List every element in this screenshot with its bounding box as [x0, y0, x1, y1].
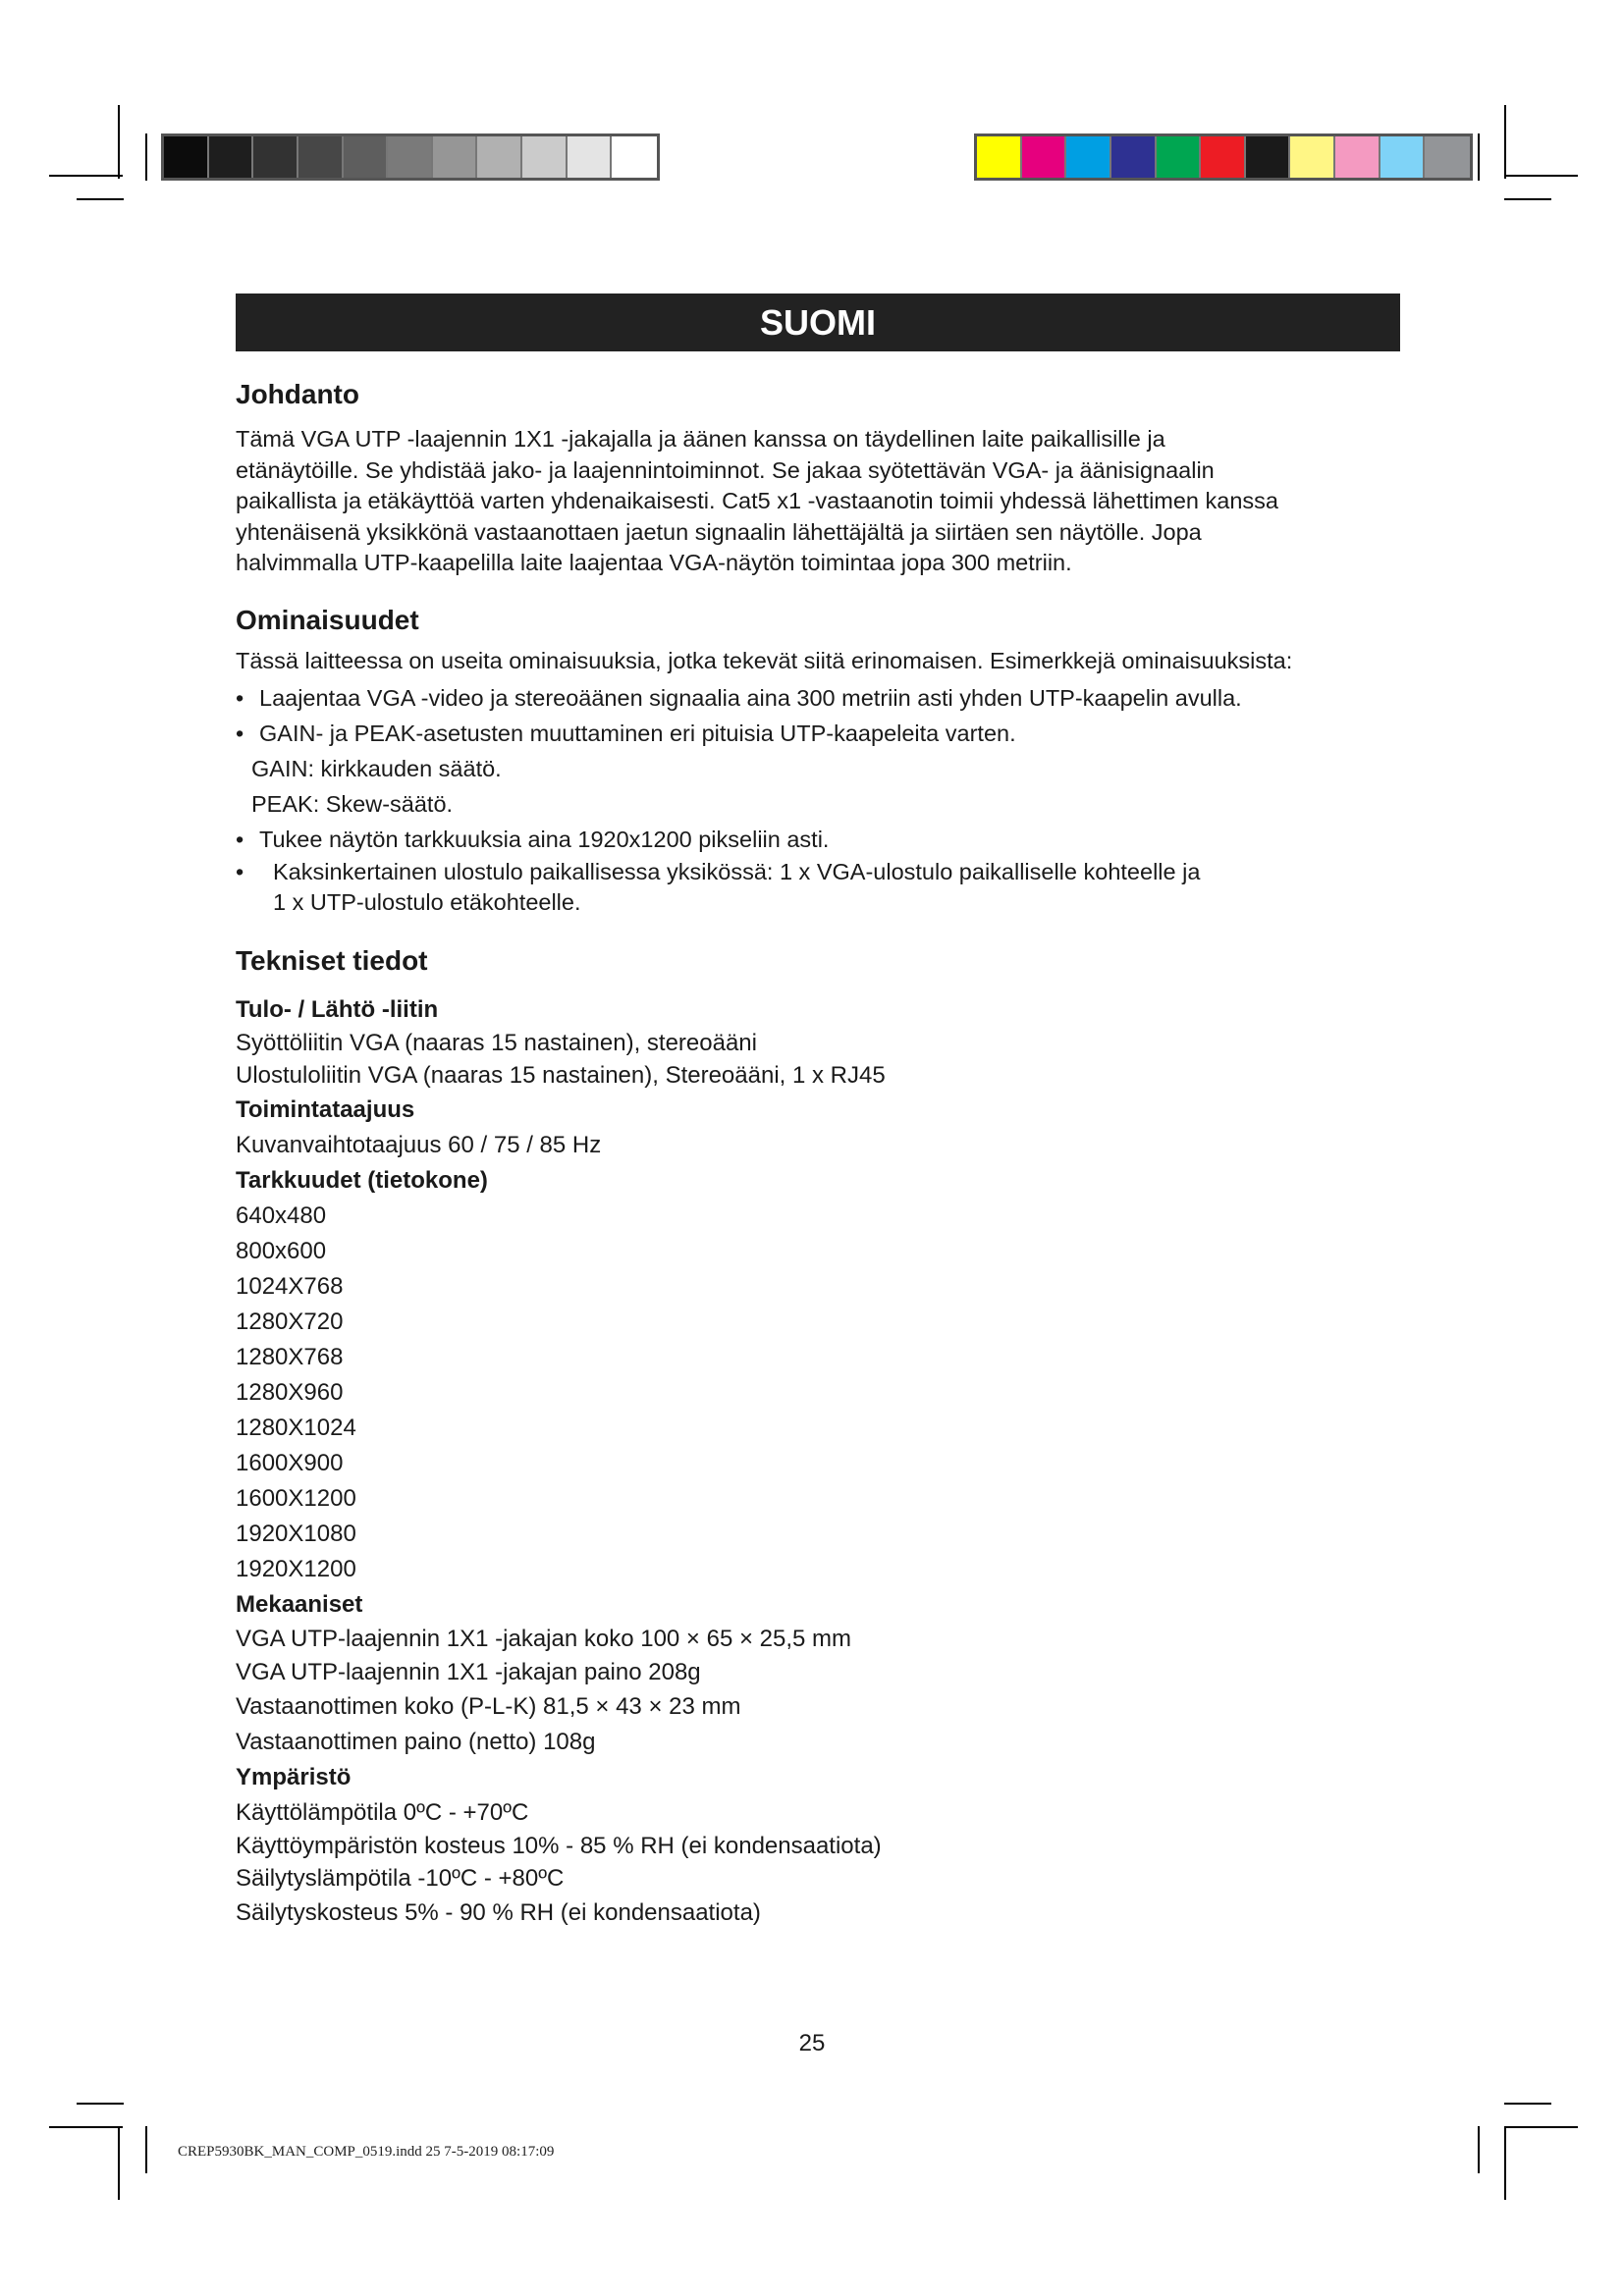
- intro-line: paikallista ja etäkäyttöä varten yhdenaikaisesti. Cat5 x1 -vastaanotin toimii yhdessä lähettimen kanssa: [236, 488, 1278, 513]
- intro-paragraph: [236, 424, 1414, 579]
- grayscale-bar: [161, 133, 660, 181]
- gray-swatch: [522, 136, 568, 178]
- crop-mark: [77, 198, 124, 200]
- spec-line: Käyttölämpötila 0ºC - +70ºC: [236, 1799, 529, 1826]
- gray-swatch: [298, 136, 344, 178]
- io-heading: Tulo- / Lähtö -liitin: [236, 996, 439, 1023]
- print-slug: CREP5930BK_MAN_COMP_0519.indd 25 7-5-2019 08:17:09: [178, 2144, 555, 2160]
- spec-line: Vastaanottimen paino (netto) 108g: [236, 1729, 596, 1755]
- gray-swatch: [164, 136, 209, 178]
- crop-mark: [1504, 175, 1578, 177]
- gray-swatch: [344, 136, 389, 178]
- gray-swatch: [477, 136, 522, 178]
- color-swatch: [1380, 136, 1426, 178]
- intro-heading: Johdanto: [236, 379, 359, 409]
- color-swatch: [1111, 136, 1157, 178]
- spec-line: VGA UTP-laajennin 1X1 -jakajan paino 208g: [236, 1659, 701, 1685]
- crop-mark: [1504, 198, 1551, 200]
- bullet-icon: •: [236, 859, 244, 884]
- crop-mark: [118, 105, 120, 179]
- color-swatch: [1066, 136, 1111, 178]
- features-list: [236, 680, 1414, 918]
- gray-swatch: [209, 136, 254, 178]
- gray-swatch: [388, 136, 433, 178]
- resolution-item: 1280X1024: [236, 1415, 356, 1441]
- list-item: • Kaksinkertainen ulostulo paikallisessa yksikössä: 1 x VGA-ulostulo paikalliselle kohteelle ja 1 x UTP-ulostulo etäkohteelle.: [236, 859, 1201, 915]
- crop-mark: [1504, 2126, 1506, 2200]
- resolution-item: 1920X1080: [236, 1521, 356, 1547]
- list-item: • GAIN- ja PEAK-asetusten muuttaminen eri pituisia UTP-kaapeleita varten.: [236, 716, 1414, 751]
- color-swatch: [1157, 136, 1202, 178]
- gray-swatch: [612, 136, 657, 178]
- resolution-item: 1280X720: [236, 1308, 344, 1335]
- color-swatch: [1425, 136, 1470, 178]
- specs-heading: Tekniset tiedot: [236, 945, 428, 976]
- intro-line: yhtenäisenä yksikkönä vastaanottaen jaetun signaalin lähettäjältä ja siirtäen sen näytölle. Jopa: [236, 518, 1202, 545]
- spec-line: Vastaanottimen koko (P-L-K) 81,5 × 43 × 23 mm: [236, 1693, 741, 1720]
- color-swatch: [1246, 136, 1291, 178]
- crop-mark: [1478, 2126, 1480, 2173]
- resolution-item: 1280X768: [236, 1344, 344, 1370]
- language-banner: SUOMI: [236, 294, 1400, 351]
- list-subitem: GAIN: kirkkauden säätö.: [251, 756, 502, 781]
- color-swatch: [977, 136, 1022, 178]
- crop-mark: [49, 2126, 123, 2128]
- features-heading: Ominaisuudet: [236, 604, 419, 635]
- gray-swatch: [433, 136, 478, 178]
- crop-mark: [145, 133, 147, 181]
- spec-line: Syöttöliitin VGA (naaras 15 nastainen), stereoääni: [236, 1030, 757, 1056]
- list-item: • Laajentaa VGA -video ja stereoäänen signaalia aina 300 metriin asti yhden UTP-kaapelin avulla.: [236, 680, 1414, 716]
- color-calibration-bar: [974, 133, 1473, 181]
- bullet-icon: •: [236, 721, 244, 746]
- crop-mark: [49, 175, 123, 177]
- intro-line: Tämä VGA UTP -laajennin 1X1 -jakajalla ja äänen kanssa on täydellinen laite paikallisille ja: [236, 426, 1165, 452]
- spec-line: Säilytyslämpötila -10ºC - +80ºC: [236, 1865, 565, 1892]
- resolution-item: 1600X900: [236, 1450, 344, 1476]
- spec-line: Säilytyskosteus 5% - 90 % RH (ei kondensaatiota): [236, 1899, 761, 1926]
- spec-line: VGA UTP-laajennin 1X1 -jakajan koko 100 × 65 × 25,5 mm: [236, 1626, 852, 1652]
- spec-line: Ulostuloliitin VGA (naaras 15 nastainen), Stereoääni, 1 x RJ45: [236, 1062, 886, 1089]
- crop-mark: [1504, 105, 1506, 179]
- page-content: [236, 371, 1414, 1931]
- crop-mark: [118, 2126, 120, 2200]
- crop-mark: [1504, 2103, 1551, 2105]
- bullet-icon: •: [236, 827, 244, 852]
- bullet-icon: •: [236, 685, 244, 711]
- crop-mark: [145, 2126, 147, 2173]
- crop-mark: [77, 2103, 124, 2105]
- features-intro: Tässä laitteessa on useita ominaisuuksia, jotka tekevät siitä erinomaisen. Esimerkkejä ominaisuuksista:: [236, 647, 1293, 673]
- list-item: • Tukee näytön tarkkuuksia aina 1920x1200 pikseliin asti.: [236, 822, 1414, 857]
- gray-swatch: [568, 136, 613, 178]
- crop-mark: [1504, 2126, 1578, 2128]
- environment-heading: Ympäristö: [236, 1764, 352, 1790]
- resolution-item: 1280X960: [236, 1379, 344, 1406]
- resolution-item: 1600X1200: [236, 1485, 356, 1512]
- resolution-item: 800x600: [236, 1238, 327, 1264]
- resolutions-heading: Tarkkuudet (tietokone): [236, 1167, 488, 1194]
- color-swatch: [1335, 136, 1380, 178]
- intro-line: etänäytöille. Se yhdistää jako- ja laajennintoiminnot. Se jakaa syötettävän VGA- ja äänisignaalin: [236, 456, 1215, 483]
- spec-line: Kuvanvaihtotaajuus 60 / 75 / 85 Hz: [236, 1132, 602, 1158]
- crop-mark: [1478, 133, 1480, 181]
- color-swatch: [1201, 136, 1246, 178]
- resolutions-list: [236, 1199, 1414, 1587]
- gray-swatch: [253, 136, 298, 178]
- resolution-item: 1024X768: [236, 1273, 344, 1300]
- resolution-item: 1920X1200: [236, 1556, 356, 1582]
- frequency-heading: Toimintataajuus: [236, 1096, 415, 1123]
- intro-line: halvimmalla UTP-kaapelilla laite laajentaa VGA-näytön toimintaa jopa 300 metriin.: [236, 550, 1072, 575]
- resolution-item: 640x480: [236, 1202, 327, 1229]
- list-subitem: PEAK: Skew-säätö.: [251, 791, 454, 817]
- color-swatch: [1290, 136, 1335, 178]
- mechanical-heading: Mekaaniset: [236, 1591, 363, 1618]
- color-swatch: [1022, 136, 1067, 178]
- spec-line: Käyttöympäristön kosteus 10% - 85 % RH (ei kondensaatiota): [236, 1833, 882, 1859]
- page-number: 25: [798, 2030, 826, 2056]
